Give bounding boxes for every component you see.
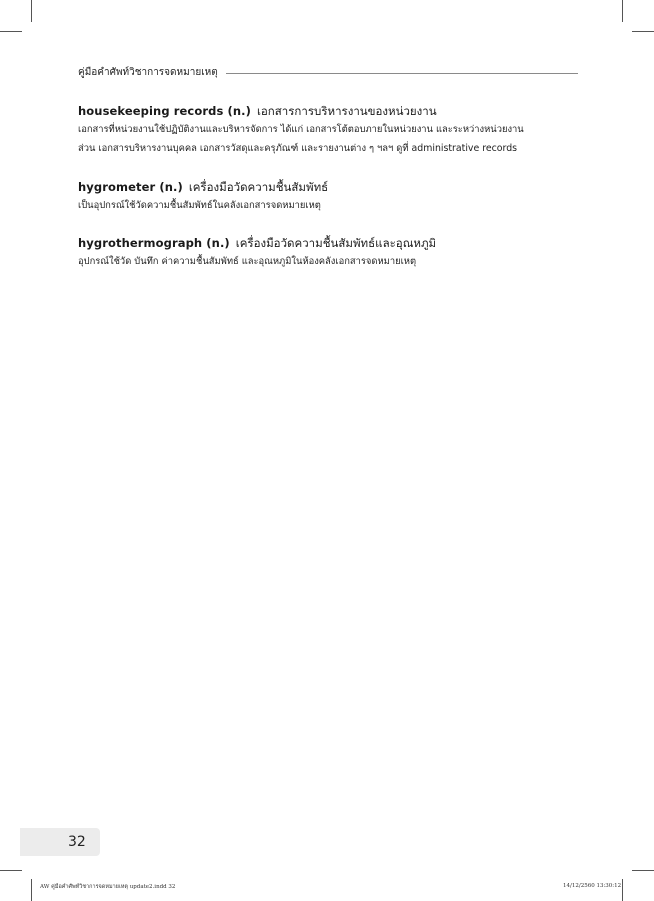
entry-term: housekeeping records (n.) [78,104,251,118]
entry-definition-line: ส่วน เอกสารบริหารงานบุคคล เอกสารวัสดุและครุภัณฑ์ และรายงานต่าง ๆ ฯลฯ ดูที่ administrative records [78,143,518,154]
glossary-entry [78,102,578,158]
crop-mark [632,870,654,871]
entry-heading [78,178,578,196]
page-number-tab [20,828,100,856]
entry-heading [78,102,578,120]
running-head [78,64,578,80]
crop-mark [0,870,22,871]
running-head-title: คู่มือคำศัพท์วิชาการจดหมายเหตุ [78,66,218,78]
entry-gloss: เครื่องมือวัดความชื้นสัมพัทธ์และอุณหภูมิ [235,236,437,250]
entry-term: hygrometer (n.) [78,180,183,194]
entry-term: hygrothermograph (n.) [78,236,230,250]
entry-gloss: เครื่องมือวัดความชื้นสัมพัทธ์ [188,180,329,194]
entry-definition-line: เป็นอุปกรณ์ใช้วัดความชื้นสัมพัทธ์ในคลังเอกสารจดหมายเหตุ [78,200,321,211]
crop-mark [622,0,623,22]
print-slug-file: AW คู่มือคำศัพท์วิชาการจดหมายเหตุ update2.indd 32 [40,884,176,890]
entry-definition-line: เอกสารที่หน่วยงานใช้ปฏิบัติงานและบริหารจัดการ ได้แก่ เอกสารโต้ตอบภายในหน่วยงาน และระหว่างหน่วยงาน [78,124,524,135]
crop-mark [0,31,22,32]
glossary-entry [78,178,578,215]
running-head-rule [226,73,578,74]
glossary-entry [78,234,578,271]
crop-mark [31,0,32,22]
page-number: 32 [68,834,86,850]
crop-mark [622,879,623,901]
crop-mark [31,879,32,901]
entry-definition-line: อุปกรณ์ใช้วัด บันทึก ค่าความชื้นสัมพัทธ์ และอุณหภูมิในห้องคลังเอกสารจดหมายเหตุ [78,256,417,267]
entry-gloss: เอกสารการบริหารงานของหน่วยงาน [256,104,437,118]
print-slug-timestamp: 14/12/2560 13:30:12 [563,883,622,889]
crop-mark [632,31,654,32]
entry-heading [78,234,578,252]
